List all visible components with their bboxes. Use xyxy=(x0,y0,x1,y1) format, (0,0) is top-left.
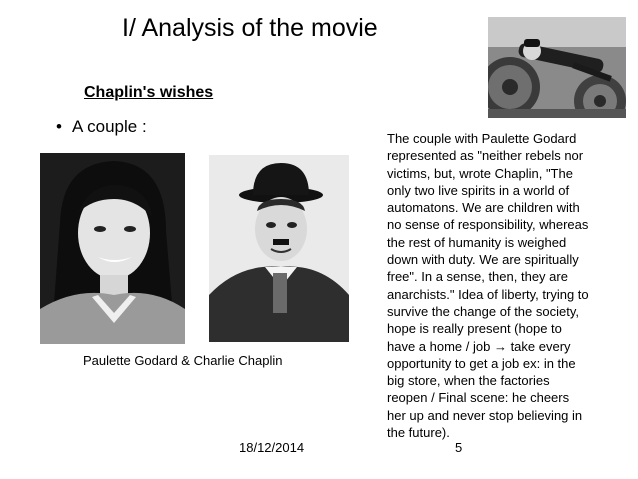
paragraph-line: opportunity to get a job ex: in the xyxy=(387,355,576,371)
paragraph-line: survive the change of the society, xyxy=(387,303,579,319)
paragraph-line: have a home / job → take every xyxy=(387,338,571,354)
bullet-marker: • xyxy=(56,117,62,136)
paragraph-line: her up and never stop believing in xyxy=(387,407,583,423)
photo-caption: Paulette Godard & Charlie Chaplin xyxy=(83,353,283,368)
footer-date: 18/12/2014 xyxy=(239,440,305,455)
paragraph-line: reopen / Final scene: he cheers xyxy=(387,390,570,406)
paragraph-line: no sense of responsibility, whereas xyxy=(387,217,589,233)
paragraph-line: automatons. We are children with xyxy=(387,200,580,216)
paragraph-line: the rest of humanity is weighed xyxy=(387,234,567,250)
analysis-paragraph xyxy=(387,130,623,441)
movie-still-photo xyxy=(488,17,626,118)
paragraph-line: down with duty. We are spiritually xyxy=(387,252,579,268)
charlie-chaplin-photo xyxy=(209,155,349,342)
paragraph-line: represented as "neither rebels nor xyxy=(387,148,584,164)
paulette-godard-photo xyxy=(40,153,185,344)
bullet-text: A couple : xyxy=(72,117,147,136)
paragraph-line: big store, when the factories xyxy=(387,373,550,389)
paragraph-line: the future). xyxy=(387,425,450,441)
page-number: 5 xyxy=(455,440,463,455)
slide-title: I/ Analysis of the movie xyxy=(122,14,378,42)
paragraph-line: The couple with Paulette Godard xyxy=(387,131,577,146)
bullet-item xyxy=(56,117,147,137)
section-subtitle: Chaplin's wishes xyxy=(84,84,214,101)
paragraph-line: anarchists." Idea of liberty, trying to xyxy=(387,286,589,302)
paragraph-line: free". In a sense, then, they are xyxy=(387,269,568,285)
paragraph-line: only two live spirits in a world of xyxy=(387,182,570,198)
paragraph-line: victims, but, wrote Chaplin, "The xyxy=(387,165,573,181)
paragraph-line: hope is really present (hope to xyxy=(387,321,562,337)
